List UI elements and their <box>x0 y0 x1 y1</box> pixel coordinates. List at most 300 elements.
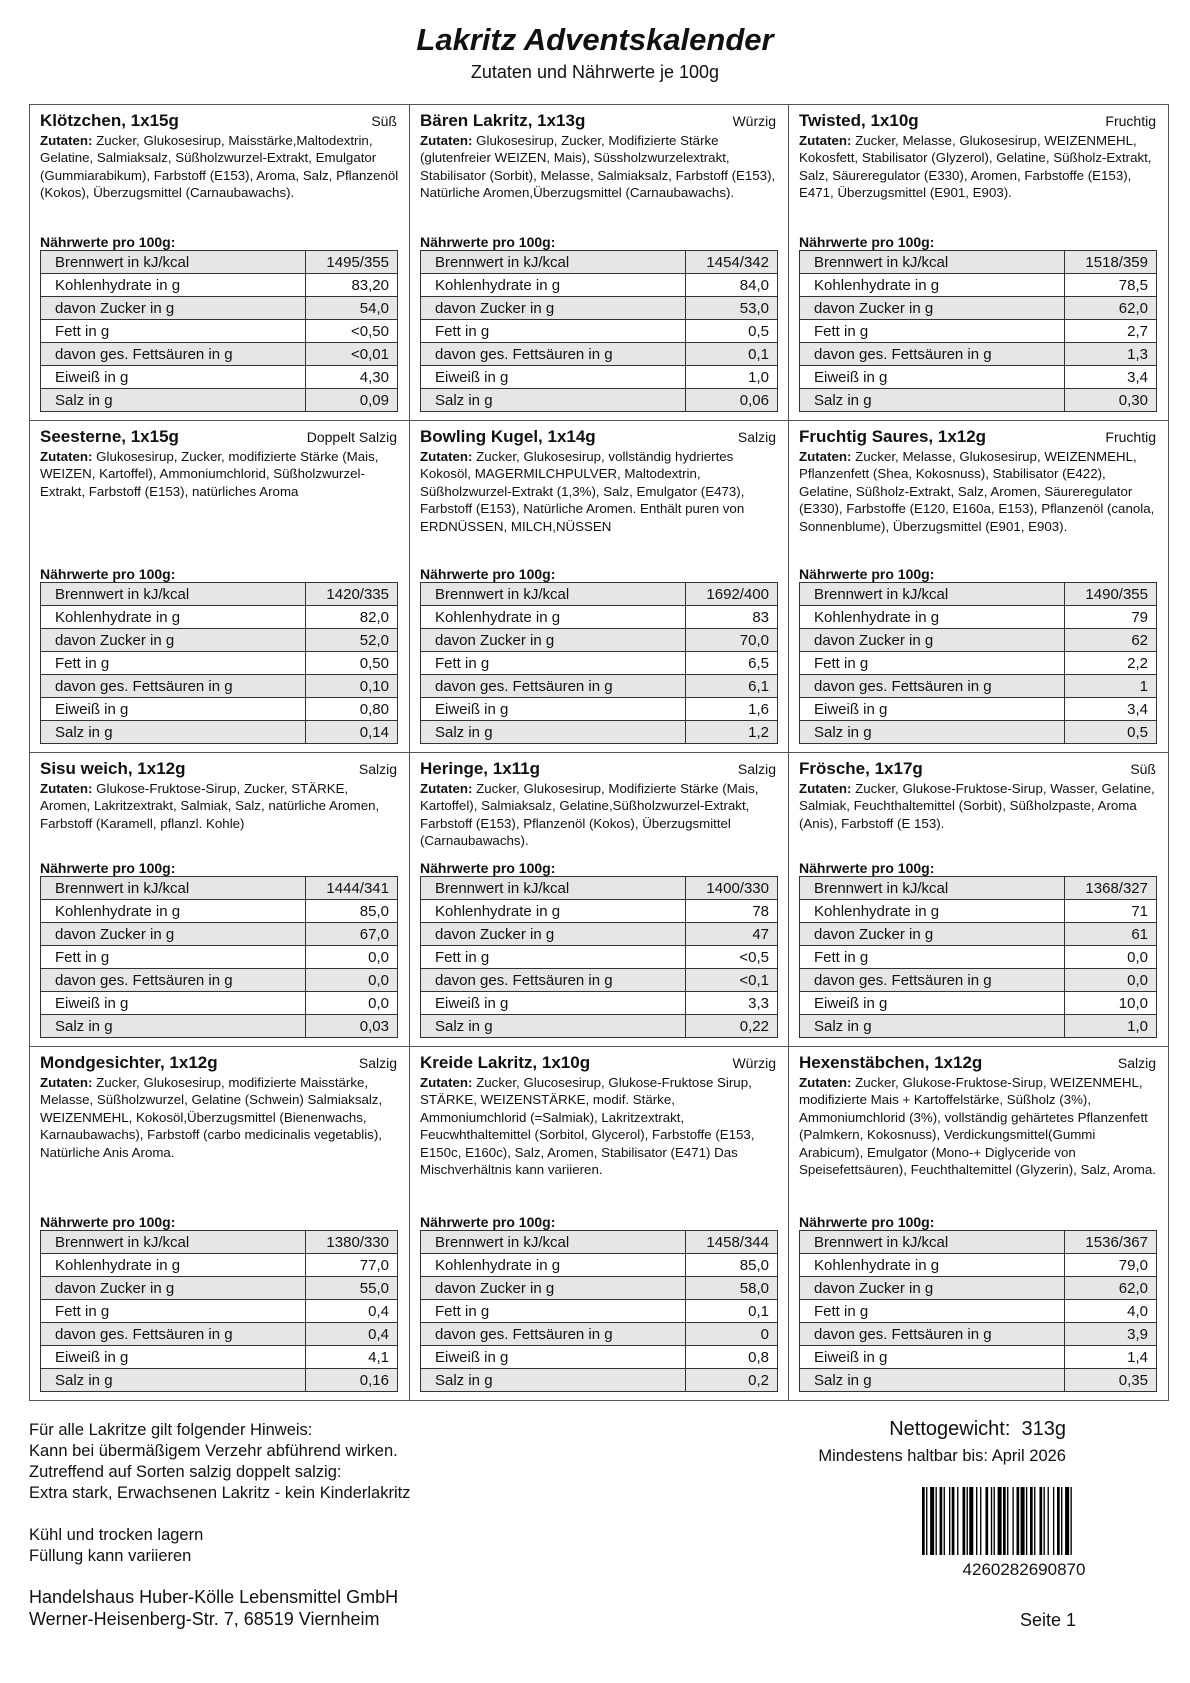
nutrition-block <box>799 566 1157 744</box>
nutrient-name: Eiweiß in g <box>41 1346 306 1369</box>
nutrition-label: Nährwerte pro 100g: <box>799 1214 935 1230</box>
nutrient-value: 0,03 <box>306 1015 398 1038</box>
nutrient-value: 55,0 <box>306 1277 398 1300</box>
product-card <box>30 421 410 753</box>
table-row <box>41 652 398 675</box>
table-row <box>800 629 1157 652</box>
nutrient-name: Brennwert in kJ/kcal <box>41 877 306 900</box>
table-row <box>421 946 778 969</box>
table-row <box>41 877 398 900</box>
table-row <box>41 343 398 366</box>
table-row <box>800 366 1157 389</box>
product-card <box>410 753 789 1047</box>
product-card <box>410 1047 789 1400</box>
ingredients-label: Zutaten: <box>799 781 852 796</box>
nutrient-name: Kohlenhydrate in g <box>421 606 686 629</box>
table-row <box>421 1323 778 1346</box>
nutrition-block <box>420 566 778 744</box>
nutrient-name: Salz in g <box>421 389 686 412</box>
nutrient-name: Fett in g <box>800 1300 1065 1323</box>
table-row <box>421 583 778 606</box>
spacer <box>29 1504 410 1525</box>
ingredients-label: Zutaten: <box>420 1075 473 1090</box>
nutrient-name: Kohlenhydrate in g <box>41 606 306 629</box>
nutrient-name: Salz in g <box>800 1369 1065 1392</box>
note-line: Füllung kann variieren <box>29 1547 192 1565</box>
table-row <box>421 1300 778 1323</box>
nutrient-value: 79,0 <box>1065 1254 1157 1277</box>
ingredients-text: Zucker, Melasse, Glukosesirup, WEIZENMEHL, Kokosfett, Stabilisator (Glyzerol), Gelatine, Süßholz-Extrakt, Salz, Säureregulator (E330), Aromen, Farbstoffe (E153), E471, Überzugsmittel (E901, E903). <box>799 133 1152 201</box>
nutrition-table <box>420 250 778 412</box>
nutrient-value: 67,0 <box>306 923 398 946</box>
nutrient-value: 0,8 <box>686 1346 778 1369</box>
ingredients <box>799 780 1158 832</box>
table-row <box>41 1300 398 1323</box>
nutrient-value: <0,1 <box>686 969 778 992</box>
nutrient-value: 2,7 <box>1065 320 1157 343</box>
nutrient-value: 0,35 <box>1065 1369 1157 1392</box>
ingredients-label: Zutaten: <box>420 449 473 464</box>
ingredients <box>420 448 778 535</box>
nutrition-table <box>40 250 398 412</box>
ingredients <box>799 132 1158 202</box>
product-name: Kreide Lakritz, 1x10g <box>420 1053 591 1072</box>
ingredients <box>799 448 1158 535</box>
product-name: Sisu weich, 1x12g <box>40 759 186 778</box>
nutrition-block <box>420 860 778 1038</box>
product-header <box>420 759 778 779</box>
nutrient-name: Kohlenhydrate in g <box>800 900 1065 923</box>
table-row <box>800 1323 1157 1346</box>
nutrient-name: davon ges. Fettsäuren in g <box>800 1323 1065 1346</box>
table-row <box>421 629 778 652</box>
ingredients-text: Zucker, Glukosesirup, Modifizierte Stärke (Mais, Kartoffel), Salmiaksalz, Gelatine,Süßholzwurzel-Extrakt, Farbstoff (E153), Pflanzenöl (Kokos), Überzugsmittel (Carnaubawachs). <box>420 781 759 849</box>
table-row <box>41 1369 398 1392</box>
nutrition-table <box>40 876 398 1038</box>
nutrient-value: 1444/341 <box>306 877 398 900</box>
nutrition-block <box>799 234 1157 412</box>
table-row <box>421 366 778 389</box>
product-card <box>410 421 789 753</box>
nutrient-name: Fett in g <box>41 946 306 969</box>
document-title: Lakritz Adventskalender <box>416 22 774 57</box>
best-before: Mindestens haltbar bis: April 2026 <box>818 1447 1066 1465</box>
nutrient-value: 0,0 <box>306 946 398 969</box>
ingredients-text: Glukosesirup, Zucker, Modifizierte Stärke (glutenfreier WEIZEN, Mais), Süssholzwurzelextrakt, Stabilisator (Sorbit), Melasse, Salmiaksalz, Farbstoff (E153), Natürliche Aromen,Überzugsmittel (Carnaubawachs). <box>420 133 776 201</box>
table-row <box>421 343 778 366</box>
table-row <box>421 274 778 297</box>
nutrient-name: Fett in g <box>421 320 686 343</box>
nutrient-value: 0,5 <box>686 320 778 343</box>
ingredients-label: Zutaten: <box>799 449 852 464</box>
nutrient-name: Eiweiß in g <box>800 366 1065 389</box>
table-row <box>41 1323 398 1346</box>
nutrition-label: Nährwerte pro 100g: <box>799 566 935 582</box>
nutrient-name: davon Zucker in g <box>421 923 686 946</box>
note-line: Kühl und trocken lagern <box>29 1526 204 1544</box>
nutrient-name: Eiweiß in g <box>800 1346 1065 1369</box>
nutrient-value: 0,4 <box>306 1300 398 1323</box>
nutrient-name: Salz in g <box>41 1015 306 1038</box>
ingredients <box>40 780 399 832</box>
nutrition-block <box>420 234 778 412</box>
table-row <box>41 1015 398 1038</box>
table-row <box>41 900 398 923</box>
note-line: Zutreffend auf Sorten salzig doppelt salzig: <box>29 1463 342 1481</box>
ingredients-text: Zucker, Melasse, Glukosesirup, WEIZENMEHL, Pflanzenfett (Shea, Kokosnuss), Stabilisator (E422), Gelatine, Süßholz-Extrakt, Salz, Aromen, Säureregulator (E330), Farbstoffe (E120, E160a, E153), Pflanzenöl (canola, Sonnenblume), Überzugsmittel (E901, E903). <box>799 449 1155 534</box>
taste-label: Süß <box>1130 761 1156 777</box>
product-card <box>30 753 410 1047</box>
nutrient-name: davon Zucker in g <box>800 1277 1065 1300</box>
product-card <box>410 105 789 421</box>
product-header <box>420 111 778 131</box>
nutrient-value: 6,1 <box>686 675 778 698</box>
nutrient-value: 2,2 <box>1065 652 1157 675</box>
ingredients <box>420 1074 778 1178</box>
table-row <box>41 1254 398 1277</box>
nutrient-name: Kohlenhydrate in g <box>421 900 686 923</box>
nutrient-name: davon ges. Fettsäuren in g <box>421 675 686 698</box>
table-row <box>421 698 778 721</box>
nutrient-value: 0,10 <box>306 675 398 698</box>
table-row <box>800 1346 1157 1369</box>
taste-label: Salzig <box>358 1055 397 1071</box>
table-row <box>800 721 1157 744</box>
nutrient-value: 0,0 <box>306 969 398 992</box>
nutrient-name: davon Zucker in g <box>800 629 1065 652</box>
nutrition-block <box>799 1214 1157 1392</box>
nutrient-name: Brennwert in kJ/kcal <box>800 583 1065 606</box>
nutrient-name: Salz in g <box>800 389 1065 412</box>
product-card <box>789 105 1168 421</box>
company-address: Werner-Heisenberg-Str. 7, 68519 Viernheim <box>29 1609 380 1629</box>
nutrient-name: Kohlenhydrate in g <box>421 274 686 297</box>
ingredients-label: Zutaten: <box>40 781 93 796</box>
nutrient-name: Brennwert in kJ/kcal <box>800 251 1065 274</box>
nutrient-value: 54,0 <box>306 297 398 320</box>
table-row <box>41 721 398 744</box>
product-header <box>799 427 1158 447</box>
product-name: Mondgesichter, 1x12g <box>40 1053 218 1072</box>
ingredients <box>420 780 778 850</box>
table-row <box>41 389 398 412</box>
table-row <box>800 320 1157 343</box>
table-row <box>800 297 1157 320</box>
ingredients-text: Zucker, Glucosesirup, Glukose-Fruktose Sirup, STÄRKE, WEIZENSTÄRKE, modif. Stärke, Ammoniumchlorid (=Salmiak), Lakritzextrakt, Feucwhthaltemittel (Sorbitol, Glycerol), Farbstoffe (E153, E150c, E160c), Salz, Aromen, Stabilisator (E471) Das Mischverhältnis kann variieren. <box>420 1075 755 1178</box>
nutrition-table <box>40 582 398 744</box>
nutrient-value: 0,1 <box>686 343 778 366</box>
table-row <box>800 1277 1157 1300</box>
nutrient-value: 0,0 <box>306 992 398 1015</box>
nutrient-value: 85,0 <box>306 900 398 923</box>
nutrient-value: 4,1 <box>306 1346 398 1369</box>
table-row <box>421 652 778 675</box>
nutrient-value: 52,0 <box>306 629 398 652</box>
table-row <box>41 366 398 389</box>
nutrient-name: Salz in g <box>41 721 306 744</box>
nutrient-value: 3,4 <box>1065 698 1157 721</box>
table-row <box>41 675 398 698</box>
nutrition-block <box>40 1214 398 1392</box>
table-row <box>800 251 1157 274</box>
table-row <box>800 389 1157 412</box>
table-row <box>421 1369 778 1392</box>
table-row <box>800 969 1157 992</box>
nutrition-label: Nährwerte pro 100g: <box>40 1214 176 1230</box>
nutrient-name: davon Zucker in g <box>41 923 306 946</box>
nutrition-label: Nährwerte pro 100g: <box>40 234 176 250</box>
table-row <box>800 900 1157 923</box>
nutrient-name: Fett in g <box>421 946 686 969</box>
nutrient-value: 3,4 <box>1065 366 1157 389</box>
table-row <box>800 877 1157 900</box>
nutrient-value: 4,30 <box>306 366 398 389</box>
nutrient-value: 70,0 <box>686 629 778 652</box>
ingredients-label: Zutaten: <box>799 133 852 148</box>
nutrient-value: 79 <box>1065 606 1157 629</box>
nutrient-value: <0,5 <box>686 946 778 969</box>
nutrient-value: 0,14 <box>306 721 398 744</box>
product-header <box>40 759 399 779</box>
nutrient-name: Kohlenhydrate in g <box>800 274 1065 297</box>
nutrition-table <box>799 582 1157 744</box>
nutrient-value: 0,5 <box>1065 721 1157 744</box>
note-line: Extra stark, Erwachsenen Lakritz - kein Kinderlakritz <box>29 1484 411 1502</box>
product-header <box>40 1053 399 1073</box>
table-row <box>800 992 1157 1015</box>
ingredients-text: Glukose-Fruktose-Sirup, Zucker, STÄRKE, Aromen, Lakritzextrakt, Salmiak, Salz, natürliche Aromen, Farbstoff (Karamell, pflanzl. Kohle) <box>40 781 380 831</box>
nutrition-table <box>420 876 778 1038</box>
document-subtitle: Zutaten und Nährwerte je 100g <box>470 62 720 82</box>
nutrient-value: 77,0 <box>306 1254 398 1277</box>
nutrient-value: 1,4 <box>1065 1346 1157 1369</box>
nutrient-name: davon ges. Fettsäuren in g <box>421 969 686 992</box>
nutrient-value: 0,22 <box>686 1015 778 1038</box>
nutrient-value: 0,1 <box>686 1300 778 1323</box>
product-header <box>420 427 778 447</box>
nutrient-name: Brennwert in kJ/kcal <box>800 1231 1065 1254</box>
nutrient-value: 0,2 <box>686 1369 778 1392</box>
nutrient-value: 78,5 <box>1065 274 1157 297</box>
table-row <box>421 297 778 320</box>
taste-label: Doppelt Salzig <box>306 429 397 445</box>
nutrient-value: 62,0 <box>1065 297 1157 320</box>
page-number: Seite 1 <box>1020 1610 1077 1630</box>
product-header <box>799 1053 1158 1073</box>
ean-number: 4260282690870 <box>962 1560 1086 1579</box>
product-name: Bowling Kugel, 1x14g <box>420 427 596 446</box>
ingredients <box>420 132 778 202</box>
nutrient-name: davon ges. Fettsäuren in g <box>421 343 686 366</box>
ingredients-label: Zutaten: <box>799 1075 852 1090</box>
nutrient-name: Fett in g <box>800 320 1065 343</box>
nutrient-name: Fett in g <box>800 652 1065 675</box>
nutrient-value: 62,0 <box>1065 1277 1157 1300</box>
nutrition-label: Nährwerte pro 100g: <box>40 566 176 582</box>
nutrient-name: davon ges. Fettsäuren in g <box>800 675 1065 698</box>
nutrient-name: davon ges. Fettsäuren in g <box>41 969 306 992</box>
taste-label: Würzig <box>732 113 776 129</box>
nutrient-name: Eiweiß in g <box>421 366 686 389</box>
nutrient-value: 1,2 <box>686 721 778 744</box>
taste-label: Salzig <box>737 429 776 445</box>
nutrient-value: 1495/355 <box>306 251 398 274</box>
table-row <box>421 675 778 698</box>
product-header <box>420 1053 778 1073</box>
nutrition-block <box>40 566 398 744</box>
product-header <box>40 111 399 131</box>
nutrition-label: Nährwerte pro 100g: <box>420 234 556 250</box>
nutrient-name: Fett in g <box>41 652 306 675</box>
nutrient-value: 0,4 <box>306 1323 398 1346</box>
product-name: Klötzchen, 1x15g <box>40 111 179 130</box>
notes-block <box>29 1420 410 1567</box>
ingredients <box>40 448 399 500</box>
table-row <box>800 652 1157 675</box>
nutrient-name: davon Zucker in g <box>421 297 686 320</box>
barcode-icon <box>920 1487 1128 1555</box>
nutrient-name: Fett in g <box>41 1300 306 1323</box>
nutrient-name: Fett in g <box>421 1300 686 1323</box>
table-row <box>421 1277 778 1300</box>
nutrient-value: 1536/367 <box>1065 1231 1157 1254</box>
nutrient-name: Eiweiß in g <box>421 1346 686 1369</box>
table-row <box>800 923 1157 946</box>
nutrient-value: 1400/330 <box>686 877 778 900</box>
nutrient-value: 0,0 <box>1065 946 1157 969</box>
nutrient-value: 1692/400 <box>686 583 778 606</box>
nutrient-value: 0,50 <box>306 652 398 675</box>
nutrient-value: 1,0 <box>1065 1015 1157 1038</box>
table-row <box>421 900 778 923</box>
nutrient-value: 0 <box>686 1323 778 1346</box>
taste-label: Fruchtig <box>1105 113 1156 129</box>
nutrient-name: Eiweiß in g <box>421 992 686 1015</box>
nutrient-value: 0,06 <box>686 389 778 412</box>
nutrient-value: 1518/359 <box>1065 251 1157 274</box>
table-row <box>800 1300 1157 1323</box>
product-name: Seesterne, 1x15g <box>40 427 179 446</box>
table-row <box>421 992 778 1015</box>
nutrient-name: Eiweiß in g <box>41 698 306 721</box>
nutrient-value: 0,80 <box>306 698 398 721</box>
nutrient-value: 85,0 <box>686 1254 778 1277</box>
nutrient-value: 84,0 <box>686 274 778 297</box>
nutrient-value: 82,0 <box>306 606 398 629</box>
nutrient-value: 1458/344 <box>686 1231 778 1254</box>
table-row <box>41 1346 398 1369</box>
nutrient-name: davon ges. Fettsäuren in g <box>41 675 306 698</box>
table-row <box>421 606 778 629</box>
nutrient-name: Salz in g <box>421 1015 686 1038</box>
product-grid <box>29 104 1169 1401</box>
table-row <box>421 1254 778 1277</box>
nutrient-name: Fett in g <box>800 946 1065 969</box>
nutrient-name: Salz in g <box>41 1369 306 1392</box>
nutrient-value: 1454/342 <box>686 251 778 274</box>
nutrient-name: Kohlenhydrate in g <box>41 900 306 923</box>
nutrient-name: Salz in g <box>800 721 1065 744</box>
nutrition-label: Nährwerte pro 100g: <box>420 566 556 582</box>
table-row <box>800 274 1157 297</box>
product-header <box>40 427 399 447</box>
table-row <box>421 1231 778 1254</box>
nutrient-name: davon Zucker in g <box>800 923 1065 946</box>
nutrient-value: 1368/327 <box>1065 877 1157 900</box>
nutrient-value: 1,0 <box>686 366 778 389</box>
nutrient-value: 71 <box>1065 900 1157 923</box>
table-row <box>800 583 1157 606</box>
company-name: Handelshaus Huber-Kölle Lebensmittel GmbH <box>29 1587 399 1607</box>
nutrient-value: 10,0 <box>1065 992 1157 1015</box>
nutrient-name: davon ges. Fettsäuren in g <box>41 343 306 366</box>
table-row <box>41 969 398 992</box>
table-row <box>41 297 398 320</box>
nutrient-value: 61 <box>1065 923 1157 946</box>
product-card <box>30 1047 410 1400</box>
nutrient-name: Kohlenhydrate in g <box>800 1254 1065 1277</box>
company-block <box>29 1586 398 1630</box>
nutrient-name: davon Zucker in g <box>421 629 686 652</box>
ingredients-label: Zutaten: <box>40 133 93 148</box>
table-row <box>800 698 1157 721</box>
nutrition-label: Nährwerte pro 100g: <box>40 860 176 876</box>
product-card <box>789 753 1168 1047</box>
nutrient-name: Eiweiß in g <box>800 698 1065 721</box>
nutrient-value: 1 <box>1065 675 1157 698</box>
nutrient-value: 0,09 <box>306 389 398 412</box>
table-row <box>41 992 398 1015</box>
nutrition-block <box>40 234 398 412</box>
taste-label: Salzig <box>737 761 776 777</box>
table-row <box>421 923 778 946</box>
nutrient-name: Kohlenhydrate in g <box>41 1254 306 1277</box>
table-row <box>41 606 398 629</box>
table-row <box>41 698 398 721</box>
nutrient-name: davon ges. Fettsäuren in g <box>800 343 1065 366</box>
ingredients <box>40 132 399 202</box>
table-row <box>41 583 398 606</box>
taste-label: Süß <box>371 113 397 129</box>
nutrient-value: <0,50 <box>306 320 398 343</box>
nutrition-table <box>799 1230 1157 1392</box>
taste-label: Würzig <box>732 1055 776 1071</box>
nutrition-label: Nährwerte pro 100g: <box>420 860 556 876</box>
nutrient-name: davon Zucker in g <box>41 629 306 652</box>
nutrition-label: Nährwerte pro 100g: <box>799 234 935 250</box>
product-card <box>789 421 1168 753</box>
nutrient-name: Salz in g <box>421 721 686 744</box>
net-weight: Nettogewicht: 313g <box>889 1418 1066 1440</box>
product-header <box>799 111 1158 131</box>
table-row <box>800 1369 1157 1392</box>
table-row <box>800 343 1157 366</box>
table-row <box>800 1231 1157 1254</box>
nutrient-name: Salz in g <box>800 1015 1065 1038</box>
table-row <box>41 946 398 969</box>
nutrient-name: Eiweiß in g <box>800 992 1065 1015</box>
table-row <box>41 274 398 297</box>
table-row <box>421 969 778 992</box>
table-row <box>421 877 778 900</box>
ingredients-label: Zutaten: <box>420 781 473 796</box>
nutrient-value: 58,0 <box>686 1277 778 1300</box>
table-row <box>800 675 1157 698</box>
table-row <box>800 606 1157 629</box>
note-line: Kann bei übermäßigem Verzehr abführend wirken. <box>29 1442 398 1460</box>
table-row <box>421 320 778 343</box>
nutrient-name: Salz in g <box>421 1369 686 1392</box>
